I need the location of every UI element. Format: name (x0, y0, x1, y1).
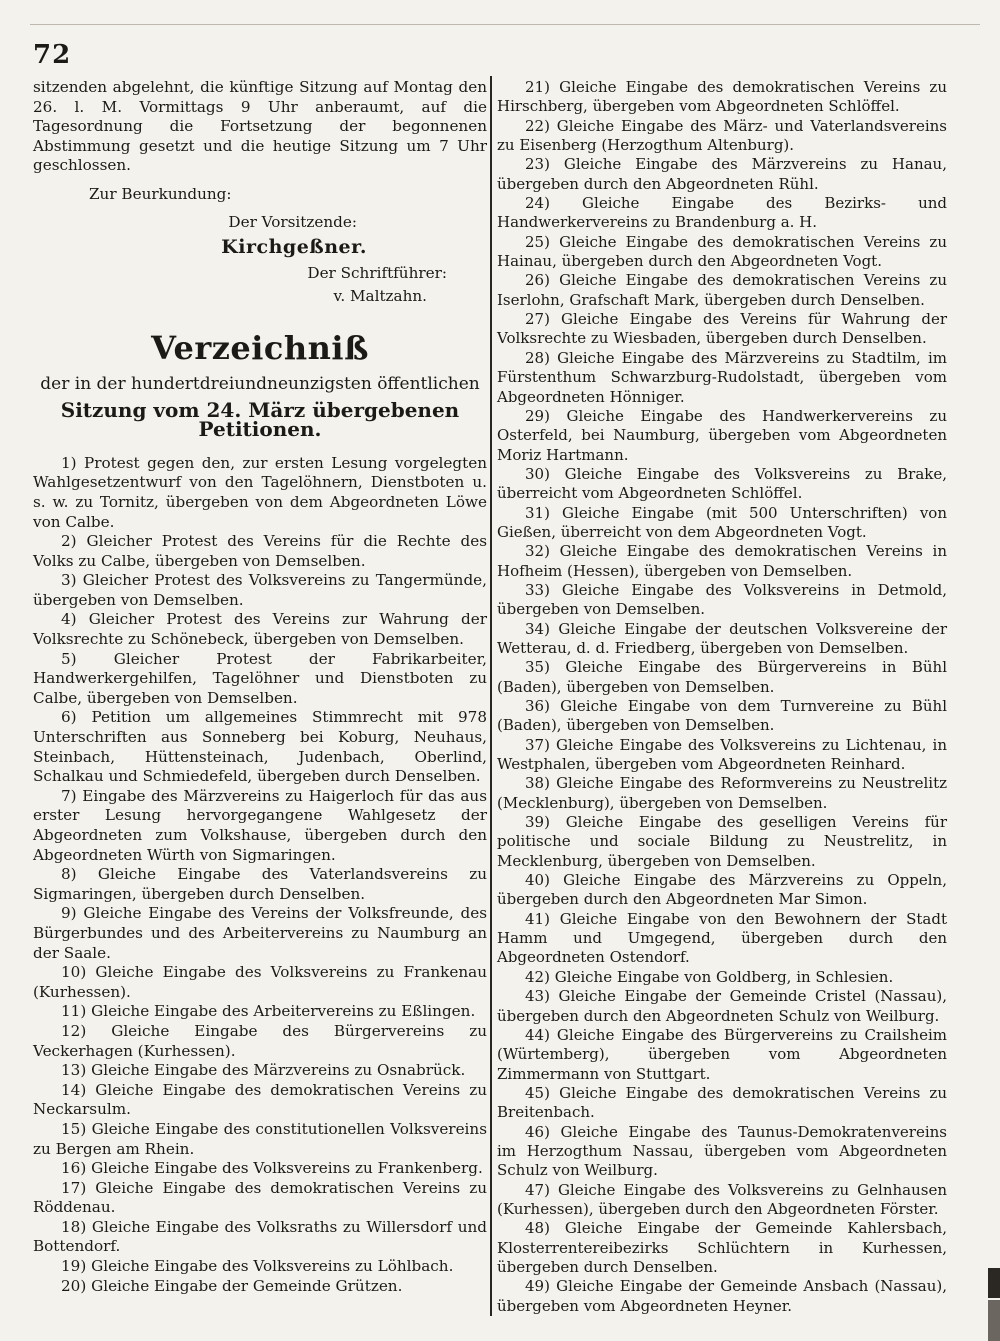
petition-entry: 35) Gleiche Eingabe des Bürgervereins in Bühl (Baden), übergeben von Demselben. (497, 658, 947, 696)
petition-entry: 19) Gleiche Eingabe des Volksvereins zu Löhlbach. (61, 1257, 454, 1276)
section-subtitle-line-1: der in der hundertdreiundneunzigsten öffentlichen (40, 373, 480, 394)
right-column (497, 78, 947, 1316)
petition-entry: 24) Gleiche Eingabe des Bezirks- und Handwerkervereins zu Brandenburg a. H. (497, 194, 947, 232)
petition-entry: 33) Gleiche Eingabe des Volksvereins in Detmold, übergeben von Demselben. (497, 580, 947, 619)
page-edge-mark (988, 1300, 1000, 1341)
petition-entry: 1) Protest gegen den, zur ersten Lesung vorgelegten Wahlgesetzentwurf von den Tagelöhnern, Dienstboten u. s. w. zu Tornitz, übergeben von dem Abgeordneten Löwe von Calbe. (33, 453, 487, 531)
petition-entry: 12) Gleiche Eingabe des Bürgervereins zu Veckerhagen (Kurhessen). (33, 1021, 487, 1060)
petition-entry: 47) Gleiche Eingabe des Volksvereins zu Gelnhausen (Kurhessen), übergeben durch den Abgeordneten Förster. (497, 1180, 947, 1218)
petition-entry: 21) Gleiche Eingabe des demokratischen Vereins zu Hirschberg, übergeben vom Abgeordneten Schlöffel. (497, 78, 947, 116)
page-top-rule (30, 24, 980, 25)
petition-entry: 31) Gleiche Eingabe (mit 500 Unterschriften) von Gießen, überreicht von dem Abgeordneten Vogt. (497, 503, 947, 541)
petition-entry: 25) Gleiche Eingabe des demokratischen Vereins zu Hainau, übergeben durch den Abgeordneten Vogt. (497, 232, 947, 271)
petition-entry: 2) Gleicher Protest des Vereins für die Rechte des Volks zu Calbe, übergeben von Demselben. (33, 532, 487, 570)
column-divider (490, 76, 492, 1316)
petition-entry: 4) Gleicher Protest des Vereins zur Wahrung der Volksrechte zu Schönebeck, übergeben von Demselben. (33, 610, 487, 649)
section-title: Verzeichniß (151, 328, 369, 367)
petition-entry: 20) Gleiche Eingabe der Gemeinde Grützen. (61, 1276, 403, 1295)
petition-entry: 34) Gleiche Eingabe der deutschen Volksvereine der Wetterau, d. d. Friedberg, übergeben von Demselben. (497, 619, 947, 657)
petition-entry: 3) Gleicher Protest des Volksvereins zu Tangermünde, übergeben von Demselben. (33, 571, 487, 609)
petition-entry: 9) Gleiche Eingabe des Vereins der Volksfreunde, des Bürgerbundes und des Arbeitervereins zu Naumburg an der Saale. (33, 904, 487, 962)
petition-entry: 39) Gleiche Eingabe des geselligen Vereins für politische und sociale Bildung zu Neustrelitz, in Mecklenburg, übergeben von Demselben. (497, 813, 947, 870)
petition-entry: 23) Gleiche Eingabe des Märzvereins zu Hanau, übergeben durch den Abgeordneten Rühl. (497, 155, 947, 193)
right-petition-list (497, 78, 947, 1316)
petition-entry: 36) Gleiche Eingabe von dem Turnvereine zu Bühl (Baden), übergeben von Demselben. (497, 697, 947, 735)
petition-entry: 32) Gleiche Eingabe des demokratischen Vereins in Hofheim (Hessen), übergeben von Demselben. (497, 542, 947, 580)
petition-entry: 10) Gleiche Eingabe des Volksvereins zu Frankenau (Kurhessen). (33, 963, 487, 1001)
petition-entry: 28) Gleiche Eingabe des Märzvereins zu Stadtilm, im Fürstenthum Schwarzburg-Rudolstadt, übergeben vom Abgeordneten Hönniger. (497, 348, 947, 406)
vorsitzende-label: Der Vorsitzende: (228, 212, 357, 231)
petition-entry: 26) Gleiche Eingabe des demokratischen Vereins zu Iserlohn, Grafschaft Mark, übergeben durch Denselben. (497, 271, 947, 309)
petition-entry: 5) Gleicher Protest der Fabrikarbeiter, Handwerkergehilfen, Tagelöhner und Dienstboten zu Calbe, übergeben von Demselben. (33, 649, 487, 707)
page-number: 72 (33, 40, 72, 70)
beurkundung-line: Zur Beurkundung: (89, 184, 232, 203)
vorsitzende-name: Kirchgeßner. (221, 236, 367, 259)
petition-entry: 15) Gleiche Eingabe des constitutionellen Volksvereins zu Bergen am Rhein. (33, 1119, 487, 1158)
petition-entry: 49) Gleiche Eingabe der Gemeinde Ansbach (Nassau), übergeben vom Abgeordneten Heyner. (497, 1277, 947, 1315)
schriftfuehrer-label: Der Schriftführer: (307, 263, 447, 282)
petition-entry: 37) Gleiche Eingabe des Volksvereins zu Lichtenau, in Westphalen, übergeben vom Abgeordneten Reinhard. (497, 735, 947, 774)
petition-entry: 17) Gleiche Eingabe des demokratischen Vereins zu Röddenau. (33, 1178, 487, 1217)
petition-entry: 40) Gleiche Eingabe des Märzvereins zu Oppeln, übergeben durch den Abgeordneten Mar Simon. (497, 871, 947, 909)
petition-entry: 44) Gleiche Eingabe des Bürgervereins zu Crailsheim (Würtemberg), übergeben vom Abgeordneten Zimmermann von Stuttgart. (497, 1025, 947, 1083)
petition-entry: 8) Gleiche Eingabe des Vaterlandsvereins zu Sigmaringen, übergeben durch Denselben. (33, 865, 487, 903)
petition-entry: 27) Gleiche Eingabe des Vereins für Wahrung der Volksrechte zu Wiesbaden, übergeben durch Denselben. (497, 310, 947, 348)
petition-entry: 16) Gleiche Eingabe des Volksvereins zu Frankenberg. (61, 1159, 483, 1178)
petition-entry: 22) Gleiche Eingabe des März- und Vaterlandsvereins zu Eisenberg (Herzogthum Altenburg). (497, 116, 947, 155)
petition-entry: 6) Petition um allgemeines Stimmrecht mit 978 Unterschriften aus Sonneberg bei Koburg, Neuhaus, Steinbach, Hüttensteinach, Judenbach, Oberlind, Schalkau und Schmiedefeld, übergeben durch Denselben. (33, 708, 487, 786)
petition-entry: 41) Gleiche Eingabe von den Bewohnern der Stadt Hamm und Umgegend, übergeben durch den Abgeordneten Ostendorf. (497, 909, 947, 967)
left-column (33, 78, 487, 1296)
petition-entry: 46) Gleiche Eingabe des Taunus-Demokratenvereins im Herzogthum Nassau, übergeben vom Abgeordneten Schulz von Weilburg. (497, 1122, 947, 1180)
page-edge-mark (988, 1268, 1000, 1298)
petition-entry: 18) Gleiche Eingabe des Volksraths zu Willersdorf und Bottendorf. (33, 1217, 487, 1256)
petition-entry: 30) Gleiche Eingabe des Volksvereins zu Brake, überreicht vom Abgeordneten Schlöffel. (497, 464, 947, 503)
opening-paragraph: sitzenden abgelehnt, die künftige Sitzung auf Montag den 26. l. M. Vormittags 9 Uhr anberaumt, auf die Tagesordnung die Fortsetzung der begonnenen Abstimmung gesetzt und die heutige Sitzung um 7 Uhr geschlossen. (33, 78, 487, 175)
petition-entry: 43) Gleiche Eingabe der Gemeinde Cristel (Nassau), übergeben durch den Abgeordneten Schulz von Weilburg. (497, 987, 947, 1025)
petition-entry: 14) Gleiche Eingabe des demokratischen Vereins zu Neckarsulm. (33, 1080, 487, 1119)
petition-entry: 45) Gleiche Eingabe des demokratischen Vereins zu Breitenbach. (497, 1083, 947, 1122)
petition-entry: 48) Gleiche Eingabe der Gemeinde Kahlersbach, Klosterrentereibezirks Schlüchtern in Kurhessen, übergeben durch Denselben. (497, 1219, 947, 1276)
left-petition-list (33, 454, 487, 1297)
petition-entry: 29) Gleiche Eingabe des Handwerkervereins zu Osterfeld, bei Naumburg, übergeben vom Abgeordneten Moriz Hartmann. (497, 406, 947, 464)
schriftfuehrer-name: v. Maltzahn. (333, 287, 427, 306)
petition-entry: 7) Eingabe des Märzvereins zu Haigerloch für das aus erster Lesung hervorgegangene Wahlgesetz der Abgeordneten zum Volkshause, übergeben durch den Abgeordneten Würth von Sigmaringen. (33, 786, 487, 864)
section-subtitle-line-2: Sitzung vom 24. März übergebenen Petitionen. (60, 397, 460, 442)
petition-entry: 13) Gleiche Eingabe des Märzvereins zu Osnabrück. (61, 1061, 466, 1080)
petition-entry: 42) Gleiche Eingabe von Goldberg, in Schlesien. (525, 967, 894, 986)
petition-entry: 38) Gleiche Eingabe des Reformvereins zu Neustrelitz (Mecklenburg), übergeben von Demselben. (497, 774, 947, 812)
petition-entry: 11) Gleiche Eingabe des Arbeitervereins zu Eßlingen. (61, 1002, 476, 1021)
